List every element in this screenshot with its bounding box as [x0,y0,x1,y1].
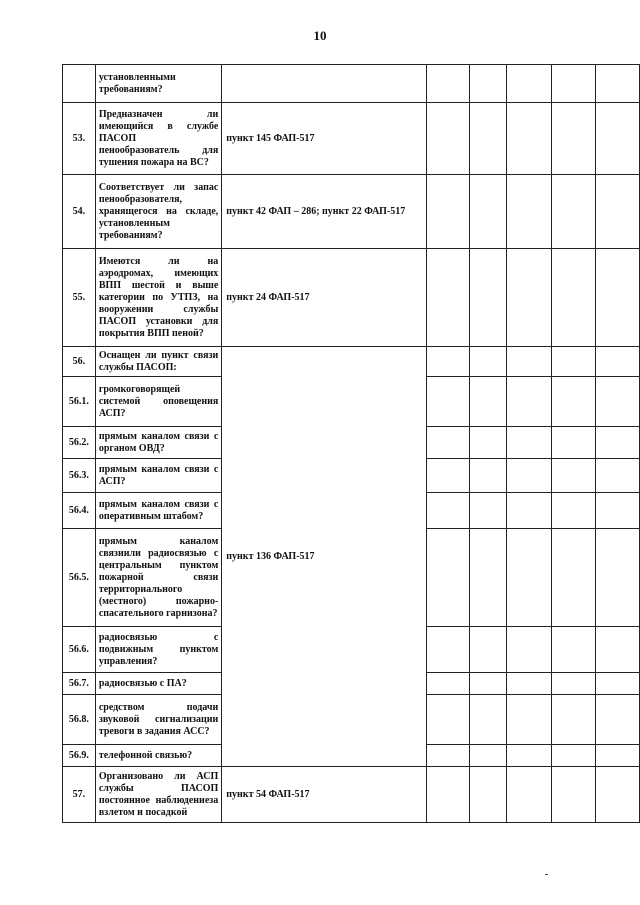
item-number: 56.8. [63,695,96,745]
table-row [63,767,640,823]
answer-cell[interactable] [470,65,506,103]
answer-cell[interactable] [427,347,470,377]
item-number: 56.4. [63,493,96,529]
answer-cell[interactable] [552,673,595,695]
answer-cell[interactable] [427,627,470,673]
answer-cell[interactable] [595,745,639,767]
item-number: 56.9. [63,745,96,767]
answer-cell[interactable] [595,65,639,103]
table-row [63,103,640,175]
answer-cell[interactable] [552,529,595,627]
question-text: прямым каналом связиили радиосвязью с центральным пунктом пожарной связи территориального (местного) пожарно-спасательного гарнизона? [95,529,221,627]
table-row [63,65,640,103]
question-text: Соответствует ли запас пенообразователя, хранящегося на складе, установленным требованиям? [95,175,221,249]
question-text: Имеются ли на аэродромах, имеющих ВПП шестой и выше категории по УТПЗ, на вооружении службы ПАСОП установки для покрытия ВПП пеной? [95,249,221,347]
answer-cell[interactable] [427,175,470,249]
answer-cell[interactable] [427,529,470,627]
answer-cell[interactable] [595,459,639,493]
answer-cell[interactable] [595,493,639,529]
answer-cell[interactable] [552,103,595,175]
answer-cell[interactable] [470,745,506,767]
answer-cell[interactable] [506,459,551,493]
answer-cell[interactable] [506,347,551,377]
item-number: 53. [63,103,96,175]
checklist-table [62,64,640,823]
answer-cell[interactable] [427,673,470,695]
answer-cell[interactable] [427,103,470,175]
question-text: радиосвязью с подвижным пунктом управления? [95,627,221,673]
regulation-reference [222,65,427,103]
answer-cell[interactable] [506,103,551,175]
answer-cell[interactable] [470,377,506,427]
item-number: 54. [63,175,96,249]
question-text: Организовано ли АСП службы ПАСОП постоянное наблюдениеза взлетом и посадкой [95,767,221,823]
item-number: 56.1. [63,377,96,427]
answer-cell[interactable] [595,249,639,347]
item-number: 57. [63,767,96,823]
answer-cell[interactable] [427,65,470,103]
answer-cell[interactable] [595,103,639,175]
scan-speck [545,874,548,875]
answer-cell[interactable] [506,529,551,627]
item-number: 56.6. [63,627,96,673]
table-body [63,65,640,823]
answer-cell[interactable] [595,695,639,745]
item-number: 56.5. [63,529,96,627]
answer-cell[interactable] [470,673,506,695]
answer-cell[interactable] [427,459,470,493]
answer-cell[interactable] [506,175,551,249]
answer-cell[interactable] [552,347,595,377]
answer-cell[interactable] [595,673,639,695]
question-text: прямым каналом связи с органом ОВД? [95,427,221,459]
answer-cell[interactable] [595,427,639,459]
answer-cell[interactable] [506,745,551,767]
regulation-reference: пункт 136 ФАП-517 [222,347,427,767]
answer-cell[interactable] [552,427,595,459]
answer-cell[interactable] [427,377,470,427]
answer-cell[interactable] [470,493,506,529]
answer-cell[interactable] [427,249,470,347]
answer-cell[interactable] [552,695,595,745]
regulation-reference: пункт 54 ФАП-517 [222,767,427,823]
answer-cell[interactable] [552,767,595,823]
question-text: средством подачи звуковой сигнализации тревоги в задания АСС? [95,695,221,745]
answer-cell[interactable] [552,249,595,347]
answer-cell[interactable] [506,65,551,103]
question-text: Оснащен ли пункт связи службы ПАСОП: [95,347,221,377]
answer-cell[interactable] [427,767,470,823]
answer-cell[interactable] [506,493,551,529]
question-text: телефонной связью? [95,745,221,767]
answer-cell[interactable] [427,427,470,459]
answer-cell[interactable] [506,249,551,347]
answer-cell[interactable] [552,459,595,493]
answer-cell[interactable] [470,175,506,249]
answer-cell[interactable] [506,673,551,695]
answer-cell[interactable] [470,627,506,673]
question-text: громкоговорящей системой оповещения АСП? [95,377,221,427]
answer-cell[interactable] [595,767,639,823]
answer-cell[interactable] [506,767,551,823]
regulation-reference: пункт 24 ФАП-517 [222,249,427,347]
answer-cell[interactable] [470,459,506,493]
answer-cell[interactable] [470,347,506,377]
answer-cell[interactable] [595,377,639,427]
table-row [63,175,640,249]
answer-cell[interactable] [595,347,639,377]
answer-cell[interactable] [470,529,506,627]
answer-cell[interactable] [506,377,551,427]
question-text: прямым каналом связи с оперативным штабом? [95,493,221,529]
answer-cell[interactable] [470,249,506,347]
answer-cell[interactable] [552,65,595,103]
answer-cell[interactable] [595,529,639,627]
regulation-reference: пункт 145 ФАП-517 [222,103,427,175]
answer-cell[interactable] [595,175,639,249]
answer-cell[interactable] [552,745,595,767]
question-text: установленными требованиям? [95,65,221,103]
item-number: 56.2. [63,427,96,459]
answer-cell[interactable] [506,427,551,459]
answer-cell[interactable] [552,627,595,673]
answer-cell[interactable] [552,377,595,427]
answer-cell[interactable] [427,493,470,529]
answer-cell[interactable] [506,695,551,745]
answer-cell[interactable] [552,493,595,529]
item-number [63,65,96,103]
answer-cell[interactable] [427,695,470,745]
answer-cell[interactable] [427,745,470,767]
table-row [63,347,640,377]
item-number: 56.3. [63,459,96,493]
question-text: прямым каналом связи с АСП? [95,459,221,493]
regulation-reference: пункт 42 ФАП – 286; пункт 22 ФАП-517 [222,175,427,249]
answer-cell[interactable] [470,103,506,175]
answer-cell[interactable] [552,175,595,249]
answer-cell[interactable] [470,767,506,823]
question-text: Предназначен ли имеющийся в службе ПАСОП пенообразователь для тушения пожара на ВС? [95,103,221,175]
answer-cell[interactable] [595,627,639,673]
answer-cell[interactable] [470,427,506,459]
item-number: 56. [63,347,96,377]
item-number: 55. [63,249,96,347]
table-row [63,249,640,347]
page-number: 10 [313,28,327,43]
question-text: радиосвязью с ПА? [95,673,221,695]
answer-cell[interactable] [506,627,551,673]
answer-cell[interactable] [470,695,506,745]
item-number: 56.7. [63,673,96,695]
